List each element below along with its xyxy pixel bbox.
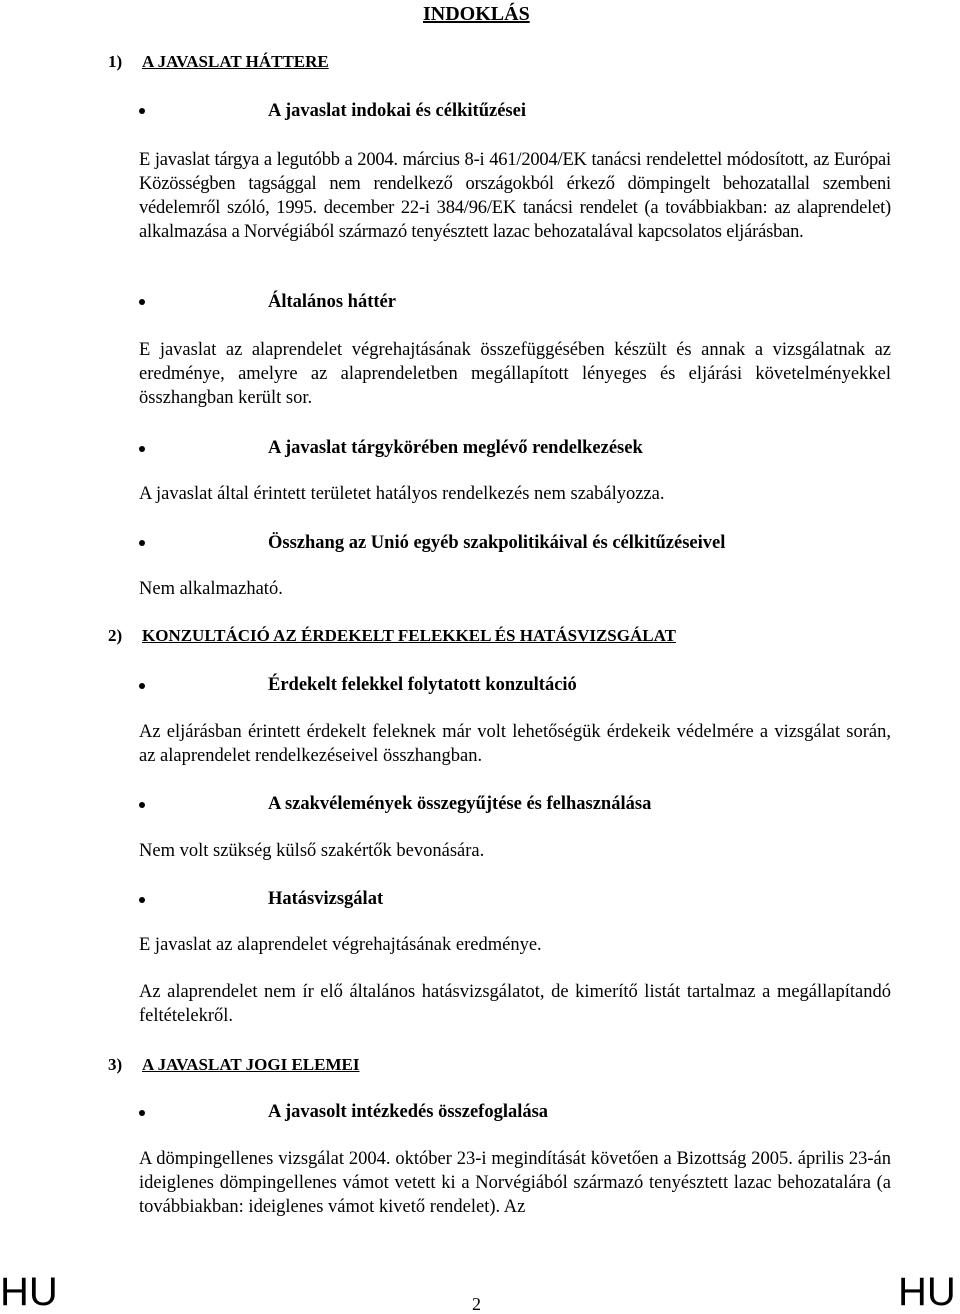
document-title: INDOKLÁS	[423, 3, 530, 25]
section-title: KONZULTÁCIÓ AZ ÉRDEKELT FELEKKEL ÉS HATÁSVIZSGÁLAT	[142, 626, 676, 645]
section-number: 2)	[108, 626, 123, 645]
subheading: A javaslat tárgykörében meglévő rendelkezések	[268, 438, 643, 458]
paragraph: E javaslat az alaprendelet végrehajtásának eredménye.	[139, 935, 542, 955]
paragraph: Az alaprendelet nem ír elő általános hatásvizsgálatot, de kimerítő listát tartalmaz a megállapítandó feltételekről.	[139, 982, 891, 1026]
section-number: 1)	[108, 52, 123, 71]
footer-language-right: HU	[898, 1270, 956, 1314]
subheading: A szakvélemények összegyűjtése és felhasználása	[268, 794, 652, 814]
paragraph: A javaslat által érintett területet hatályos rendelkezés nem szabályozza.	[139, 484, 665, 504]
bullet-icon	[139, 446, 145, 452]
paragraph: Nem volt szükség külső szakértők bevonására.	[139, 841, 485, 861]
bullet-icon	[139, 108, 145, 114]
subheading: Összhang az Unió egyéb szakpolitikáival és célkitűzéseivel	[268, 533, 726, 553]
subheading: A javaslat indokai és célkitűzései	[268, 101, 526, 121]
section-heading-2	[108, 624, 676, 648]
section-number: 3)	[108, 1055, 123, 1074]
subheading: Általános háttér	[268, 292, 396, 312]
paragraph: Nem alkalmazható.	[139, 579, 283, 599]
bullet-icon	[139, 299, 145, 305]
bullet-icon	[139, 802, 145, 808]
bullet-icon	[139, 683, 145, 689]
section-title: A JAVASLAT JOGI ELEMEI	[142, 1055, 360, 1074]
subheading: A javasolt intézkedés összefoglalása	[268, 1102, 549, 1122]
subheading: Hatásvizsgálat	[268, 889, 384, 909]
footer-language-left: HU	[0, 1270, 58, 1314]
bullet-icon	[139, 540, 145, 546]
paragraph: E javaslat tárgya a legutóbb a 2004. március 8-i 461/2004/EK tanácsi rendelettel módosított, az Európai Közösségben tagsággal nem rendelkező országokból érkező dömpingelt behozatallal szembeni védelemről szóló, 1995. december 22-i 384/96/EK tanácsi rendelet (a továbbiakban: az alaprendelet) alkalmazása a Norvégiából származó tenyésztett lazac behozatalával kapcsolatos eljárásban.	[139, 150, 891, 242]
section-heading-1	[108, 50, 329, 74]
paragraph: E javaslat az alaprendelet végrehajtásának összefüggésében készült és annak a vizsgálatnak az eredménye, amelyre az alaprendeletben megállapított lényeges és eljárási követelményekkel összhangban került sor.	[139, 340, 891, 408]
section-heading-3	[108, 1053, 359, 1077]
bullet-icon	[139, 1110, 145, 1116]
subheading: Érdekelt felekkel folytatott konzultáció	[268, 675, 577, 695]
section-title: A JAVASLAT HÁTTERE	[142, 52, 329, 71]
page-number: 2	[472, 1294, 481, 1314]
paragraph: Az eljárásban érintett érdekelt feleknek már volt lehetőségük érdekeik védelmére a vizsgálat során, az alaprendelet rendelkezéseivel összhangban.	[139, 722, 891, 766]
paragraph: A dömpingellenes vizsgálat 2004. október 23-i megindítását követően a Bizottság 2005. április 23-án ideiglenes dömpingellenes vámot vetett ki a Norvégiából származó tenyésztett lazac behozatalára (a továbbiakban: ideiglenes vámot kivető rendelet). Az	[139, 1149, 891, 1217]
bullet-icon	[139, 897, 145, 903]
